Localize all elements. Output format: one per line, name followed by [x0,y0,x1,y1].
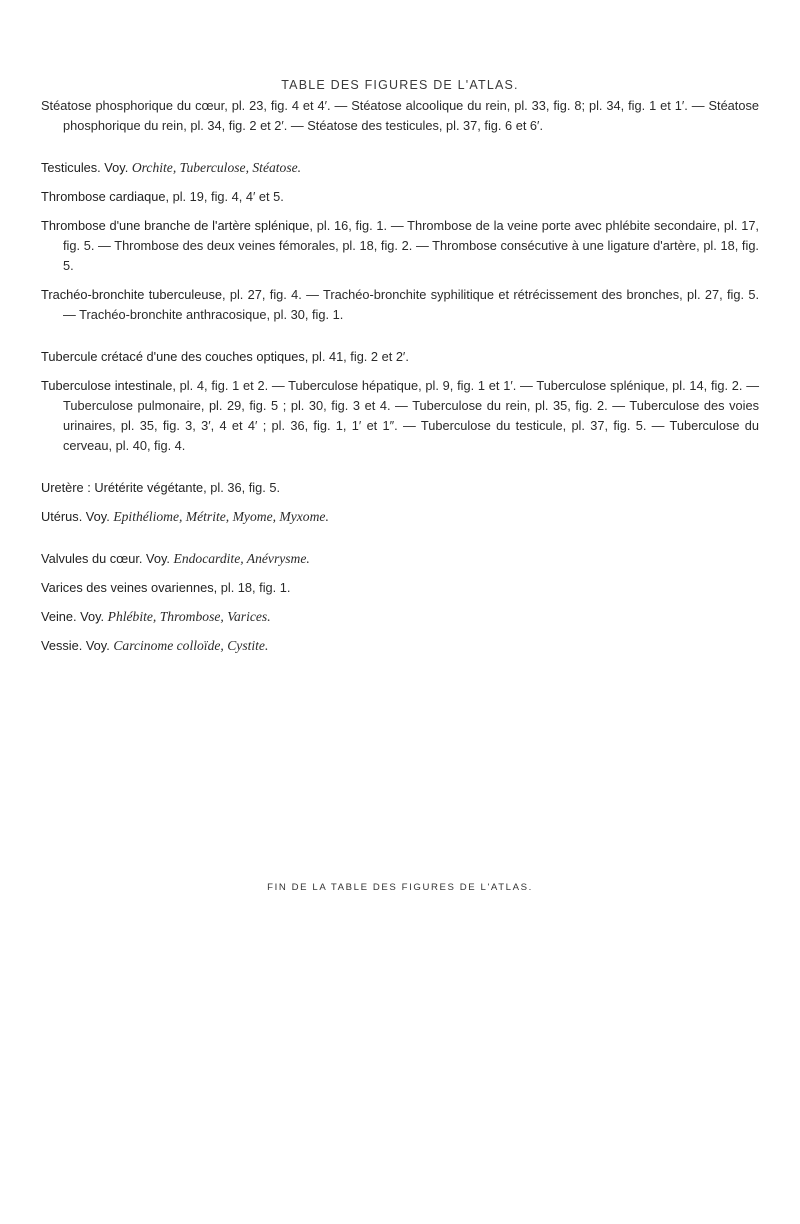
entry-head: Valvules du cœur. Voy. [41,551,174,566]
entry-references: Stéatose phosphorique du cœur, pl. 23, fig. 4 et 4′. — Stéatose alcoolique du rein, pl. 33, fig. 8; pl. 34, fig. 1 et 1′. — Stéatose phosphorique du rein, pl. 34, fig. 2 et 2′. — Stéatose des testicules, pl. 37, fig. 6 et 6′. [41,98,759,133]
index-entry-tubercule-cretace [41,347,759,367]
entry-references: pl. 19, fig. 4, 4′ et 5. [172,189,284,204]
index-entry-uretere [41,478,759,498]
entry-cross-reference: Carcinome colloïde, Cystite. [113,638,269,653]
index-entry-uterus [41,507,759,527]
index-entry-vessie [41,636,759,656]
index-entry-thrombose-splenique [41,216,759,276]
entry-head: Tubercule crétacé d'une des couches optiques, [41,349,312,364]
entry-references: pl. 18, fig. 1. [220,580,291,595]
index-entry-thrombose-cardiaque [41,187,759,207]
index-entries [41,96,759,656]
index-entry-testicules [41,158,759,178]
index-entry-veine [41,607,759,627]
entry-cross-reference: Epithéliome, Métrite, Myome, Myxome. [113,509,329,524]
entry-head: Trachéo-bronchite tuberculeuse, [41,287,230,302]
index-entry-valvules [41,549,759,569]
index-entry-tracheo-bronchite [41,285,759,325]
end-of-table-note: FIN DE LA TABLE DES FIGURES DE L'ATLAS. [267,882,533,893]
entry-head: Uretère : Urétérite végétante, [41,480,211,495]
entry-references: pl. 4, fig. 1 et 2. — Tuberculose hépatique, pl. 9, fig. 1 et 1′. — Tuberculose splénique, pl. 14, fig. 2. — Tuberculose pulmonaire, pl. 29, fig. 5 ; pl. 30, fig. 3 et 4. — Tuberculose du rein, pl. 35, fig. 2. — Tuberculose des voies urinaires, pl. 35, fig. 3, 3′, 4 et 4′ ; pl. 36, fig. 1, 1′ et 1″. — Tuberculose du testicule, pl. 37, fig. 5. — Tuberculose du cerveau, pl. 40, fig. 4. [63,378,759,453]
entry-references: pl. 36, fig. 5. [210,480,281,495]
entry-head: Veine. Voy. [41,609,108,624]
index-entry-tuberculose [41,376,759,456]
entry-cross-reference: Endocardite, Anévrysme. [173,551,310,566]
index-entry-varices [41,578,759,598]
entry-head: Thrombose cardiaque, [41,189,173,204]
running-head: TABLE DES FIGURES DE L'ATLAS. [281,78,519,92]
entry-head: Utérus. Voy. [41,509,114,524]
entry-references: pl. 27, fig. 4. — Trachéo-bronchite syphilitique et rétrécissement des bronches, pl. 27, fig. 5. — Trachéo-bronchite anthracosique, pl. 30, fig. 1. [63,287,759,322]
entry-cross-reference: Phlébite, Thrombose, Varices. [107,609,271,624]
entry-head: Testicules. Voy. [41,160,132,175]
entry-head: Tuberculose intestinale, [41,378,180,393]
index-entry-steatose [41,96,759,136]
entry-references: pl. 16, fig. 1. — Thrombose de la veine porte avec phlébite secondaire, pl. 17, fig. 5. — Thrombose des deux veines fémorales, pl. 18, fig. 2. — Thrombose consécutive à une ligature d'artère, pl. 18, fig. 5. [63,218,759,273]
entry-head: Vessie. Voy. [41,638,114,653]
entry-head: Varices des veines ovariennes, [41,580,221,595]
entry-head: Thrombose d'une branche de l'artère splénique, [41,218,317,233]
entry-cross-reference: Orchite, Tuberculose, Stéatose. [131,160,302,175]
entry-references: pl. 41, fig. 2 et 2′. [311,349,409,364]
